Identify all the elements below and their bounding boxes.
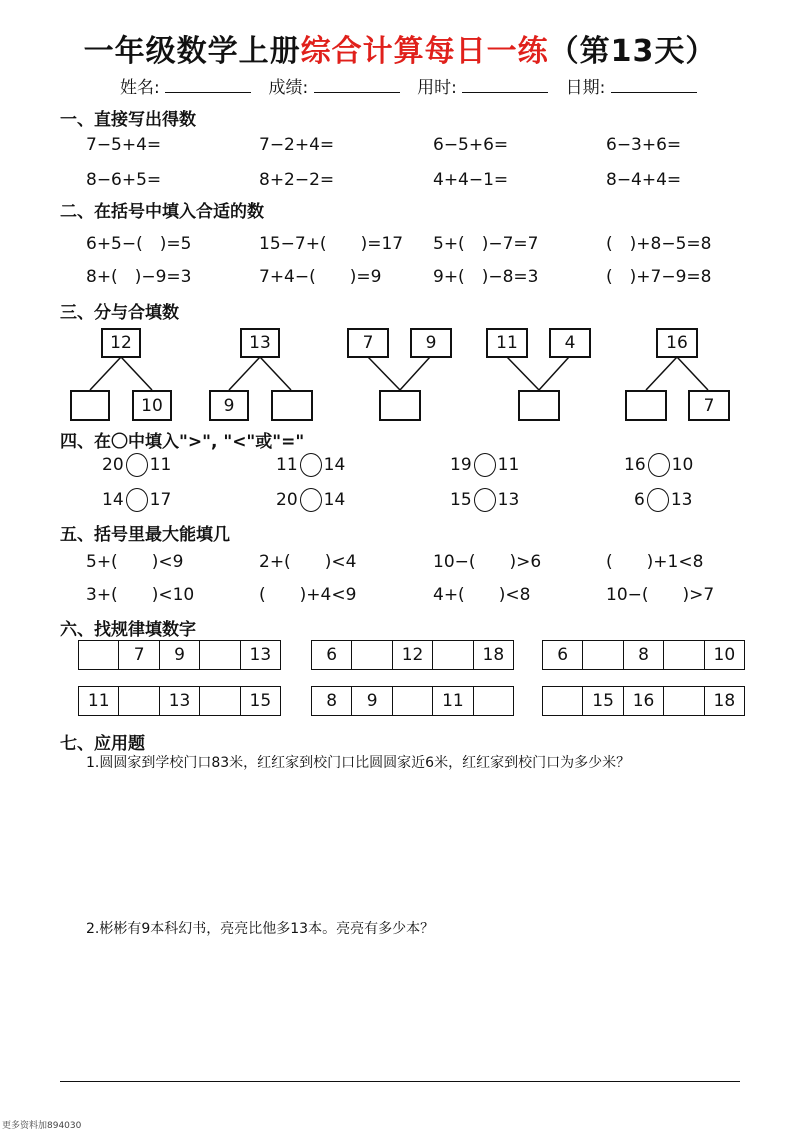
compare-right-value: 13 xyxy=(497,490,520,510)
compare-right-value: 10 xyxy=(671,455,694,475)
pattern-cell[interactable]: 13 xyxy=(240,641,280,669)
pattern-cell[interactable]: 9 xyxy=(351,687,391,715)
compare-item-8 xyxy=(634,488,692,512)
time-label: 用时: xyxy=(417,78,457,98)
pattern-cell[interactable]: 16 xyxy=(623,687,663,715)
expr-1-8: 8−4+4= xyxy=(606,170,682,190)
fill-expr-1[interactable]: 6+5−( )=5 xyxy=(86,234,192,254)
expr-1-4: 6−3+6= xyxy=(606,135,682,155)
compare-item-6 xyxy=(276,488,345,512)
fill-expr-5[interactable]: 8+( )−9=3 xyxy=(86,267,192,287)
compare-left-value: 11 xyxy=(276,455,298,475)
combine-box-b-4: 4 xyxy=(549,328,591,358)
expr-1-2: 7−2+4= xyxy=(259,135,335,155)
pattern-cell[interactable]: 15 xyxy=(582,687,622,715)
title-black-part: 一年级数学上册 xyxy=(83,34,301,69)
pattern-cell[interactable]: 18 xyxy=(704,687,744,715)
split-top-box-2: 13 xyxy=(240,328,280,358)
split-top-box-5: 16 xyxy=(656,328,698,358)
split-right-box-1: 10 xyxy=(132,390,172,421)
compare-circle[interactable] xyxy=(126,453,148,477)
pattern-row-5 xyxy=(311,686,514,716)
section-6-heading: 六、找规律填数字 xyxy=(60,620,196,640)
pattern-cell[interactable] xyxy=(663,687,703,715)
split-left-box-5[interactable] xyxy=(625,390,667,421)
max-expr-1[interactable]: 5+( )<9 xyxy=(86,552,184,572)
pattern-row-1 xyxy=(78,640,281,670)
compare-left-value: 14 xyxy=(102,490,124,510)
fill-expr-7[interactable]: 9+( )−8=3 xyxy=(433,267,539,287)
pattern-cell[interactable]: 11 xyxy=(87,691,110,711)
compare-item-3 xyxy=(450,453,519,477)
compare-item-7 xyxy=(450,488,519,512)
pattern-cell[interactable] xyxy=(351,641,391,669)
compare-circle[interactable] xyxy=(647,488,669,512)
fill-expr-6[interactable]: 7+4−( )=9 xyxy=(259,267,382,287)
compare-left-value: 6 xyxy=(634,490,645,510)
pattern-row-4 xyxy=(78,686,281,716)
watermark-text: 更多资料加894030 xyxy=(2,1121,82,1131)
compare-right-value: 14 xyxy=(323,455,346,475)
pattern-cell[interactable] xyxy=(199,687,239,715)
split-left-box-1[interactable] xyxy=(70,390,110,421)
compare-item-4 xyxy=(624,453,693,477)
fill-expr-2[interactable]: 15−7+( )=17 xyxy=(259,234,404,254)
section-5-heading: 五、括号里最大能填几 xyxy=(60,525,230,545)
combine-box-b-3: 9 xyxy=(410,328,452,358)
compare-left-value: 16 xyxy=(624,455,646,475)
word-problem-2: 2.彬彬有9本科幻书，亮亮比他多13本。亮亮有多少本？ xyxy=(86,921,435,937)
section-7-heading: 七、应用题 xyxy=(60,734,145,754)
max-expr-8[interactable]: 10−( )>7 xyxy=(606,585,715,605)
compare-left-value: 19 xyxy=(450,455,472,475)
section-3-heading: 三、分与合填数 xyxy=(60,303,179,323)
pattern-cell[interactable]: 7 xyxy=(118,641,158,669)
max-expr-3[interactable]: 10−( )>6 xyxy=(433,552,542,572)
compare-item-5 xyxy=(102,488,171,512)
fill-expr-3[interactable]: 5+( )−7=7 xyxy=(433,234,539,254)
fill-expr-4[interactable]: ( )+8−5=8 xyxy=(606,234,712,254)
max-expr-4[interactable]: ( )+1<8 xyxy=(606,552,704,572)
pattern-cell[interactable]: 8 xyxy=(326,691,338,711)
pattern-cell[interactable] xyxy=(543,687,582,715)
split-right-box-2[interactable] xyxy=(271,390,313,421)
max-expr-6[interactable]: ( )+4<9 xyxy=(259,585,357,605)
split-right-box-5: 7 xyxy=(688,390,730,421)
combine-box-a-4: 11 xyxy=(486,328,528,358)
word-problem-1: 1.圆圆家到学校门口83米，红红家到校门口比圆圆家近6米，红红家到校门口为多少米？ xyxy=(86,755,631,771)
compare-circle[interactable] xyxy=(474,453,496,477)
pattern-cell[interactable] xyxy=(582,641,622,669)
pattern-cell[interactable] xyxy=(118,687,158,715)
compare-right-value: 14 xyxy=(323,490,346,510)
max-expr-2[interactable]: 2+( )<4 xyxy=(259,552,357,572)
pattern-row-6 xyxy=(542,686,745,716)
split-top-box-1: 12 xyxy=(101,328,141,358)
name-label: 姓名: xyxy=(120,78,160,98)
section-2-heading: 二、在括号中填入合适的数 xyxy=(60,202,264,222)
pattern-cell[interactable]: 12 xyxy=(392,641,432,669)
compare-right-value: 11 xyxy=(497,455,520,475)
compare-circle[interactable] xyxy=(300,453,322,477)
expr-1-3: 6−5+6= xyxy=(433,135,509,155)
compare-left-value: 20 xyxy=(102,455,124,475)
combine-box-a-3: 7 xyxy=(347,328,389,358)
combine-result-box-4[interactable] xyxy=(518,390,560,421)
pattern-cell[interactable] xyxy=(392,687,432,715)
pattern-cell[interactable]: 18 xyxy=(473,641,513,669)
section-1-heading: 一、直接写出得数 xyxy=(60,110,196,130)
pattern-cell[interactable] xyxy=(199,641,239,669)
expr-1-6: 8+2−2= xyxy=(259,170,335,190)
compare-right-value: 17 xyxy=(149,490,172,510)
pattern-cell[interactable] xyxy=(79,641,118,669)
compare-circle[interactable] xyxy=(474,488,496,512)
title-red-part: 综合计算每日一练 xyxy=(300,34,549,69)
compare-left-value: 15 xyxy=(450,490,472,510)
expr-1-1: 7−5+4= xyxy=(86,135,162,155)
compare-left-value: 20 xyxy=(276,490,298,510)
pattern-cell[interactable]: 6 xyxy=(326,645,338,665)
pattern-cell[interactable]: 9 xyxy=(159,641,199,669)
pattern-cell[interactable]: 13 xyxy=(159,687,199,715)
pattern-cell[interactable]: 8 xyxy=(623,641,663,669)
pattern-cell[interactable] xyxy=(432,641,472,669)
title-day-part: （第13天） xyxy=(548,34,717,69)
pattern-cell[interactable]: 6 xyxy=(557,645,569,665)
expr-1-7: 4+4−1= xyxy=(433,170,509,190)
section-4-heading: 四、在〇中填入">", "<"或"=" xyxy=(60,432,305,452)
split-left-box-2: 9 xyxy=(209,390,249,421)
bottom-divider xyxy=(60,1081,740,1082)
combine-result-box-3[interactable] xyxy=(379,390,421,421)
compare-right-value: 13 xyxy=(670,490,693,510)
compare-item-2 xyxy=(276,453,345,477)
compare-circle[interactable] xyxy=(648,453,670,477)
compare-right-value: 11 xyxy=(149,455,172,475)
fill-expr-8[interactable]: ( )+7−9=8 xyxy=(606,267,712,287)
expr-1-5: 8−6+5= xyxy=(86,170,162,190)
pattern-row-2 xyxy=(311,640,514,670)
compare-item-1 xyxy=(102,453,171,477)
date-label: 日期: xyxy=(565,78,606,98)
compare-circle[interactable] xyxy=(126,488,148,512)
pattern-cell[interactable]: 10 xyxy=(704,641,744,669)
score-label: 成绩: xyxy=(268,78,309,98)
max-expr-7[interactable]: 4+( )<8 xyxy=(433,585,531,605)
pattern-cell[interactable]: 15 xyxy=(240,687,280,715)
max-expr-5[interactable]: 3+( )<10 xyxy=(86,585,195,605)
pattern-cell[interactable] xyxy=(473,687,513,715)
compare-circle[interactable] xyxy=(300,488,322,512)
pattern-row-3 xyxy=(542,640,745,670)
pattern-cell[interactable] xyxy=(663,641,703,669)
pattern-cell[interactable]: 11 xyxy=(432,687,472,715)
